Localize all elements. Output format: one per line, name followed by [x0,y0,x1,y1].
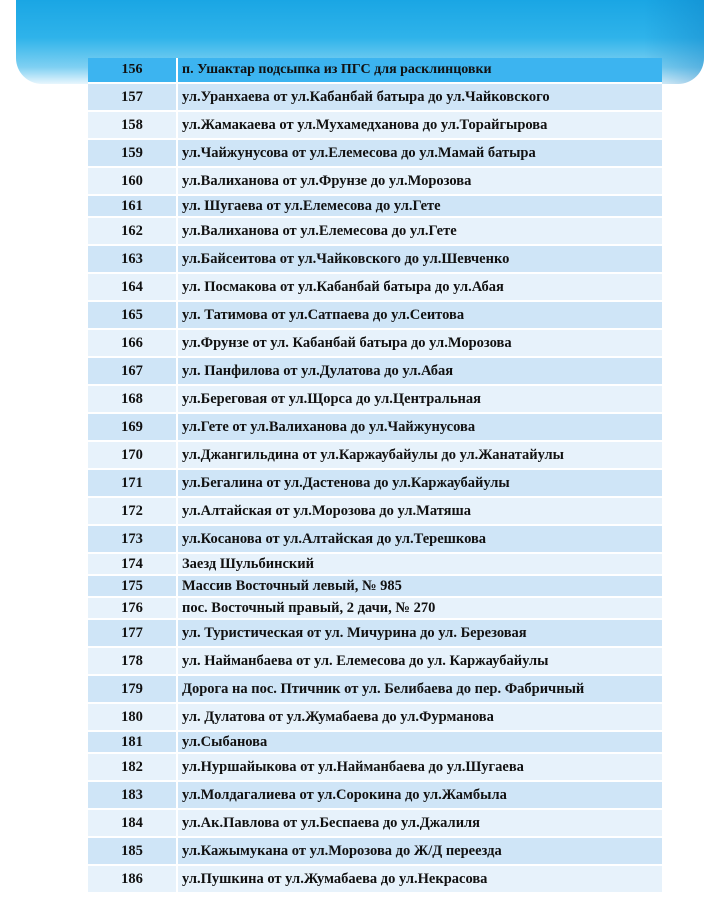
row-number: 179 [88,676,178,702]
table-row [88,112,662,140]
row-number: 168 [88,386,178,412]
table-row [88,782,662,810]
row-street: пос. Восточный правый, 2 дачи, № 270 [182,599,436,616]
table-row [88,648,662,676]
row-street: ул.Фрунзе от ул. Кабанбай батыра до ул.Морозова [182,334,512,351]
table-row [88,414,662,442]
row-number: 181 [88,732,178,752]
row-number: 178 [88,648,178,674]
row-street: ул. Найманбаева от ул. Елемесова до ул. Каржаубайулы [182,652,549,669]
table-row [88,246,662,274]
row-number: 165 [88,302,178,328]
row-number: 159 [88,140,178,166]
row-street: ул. Татимова от ул.Сатпаева до ул.Сеитова [182,306,465,323]
row-street: ул. Шугаева от ул.Елемесова до ул.Гете [182,197,441,214]
row-number: 186 [88,866,178,892]
table-row [88,470,662,498]
row-number: 158 [88,112,178,138]
row-street: ул.Джангильдина от ул.Каржаубайулы до ул.Жанатайулы [182,446,564,463]
row-number: 162 [88,218,178,244]
row-number: 183 [88,782,178,808]
row-street: Массив Восточный левый, № 985 [182,577,402,594]
row-street: ул.Косанова от ул.Алтайская до ул.Терешкова [182,530,487,547]
row-street: ул.Уранхаева от ул.Кабанбай батыра до ул.Чайковского [182,88,550,105]
row-street: ул.Жамакаева от ул.Мухамедханова до ул.Торайгырова [182,116,548,133]
table-row [88,196,662,218]
row-number: 180 [88,704,178,730]
table-row [88,732,662,754]
row-street: ул.Чайжунусова от ул.Елемесова до ул.Мамай батыра [182,144,536,161]
row-street: ул.Нуршайыкова от ул.Найманбаева до ул.Шугаева [182,758,524,775]
row-number: 170 [88,442,178,468]
row-street: ул. Туристическая от ул. Мичурина до ул. Березовая [182,624,527,641]
street-table [88,58,662,894]
table-row [88,274,662,302]
row-street: Заезд Шульбинский [182,555,314,572]
row-street: ул. Панфилова от ул.Дулатова до ул.Абая [182,362,454,379]
row-number: 157 [88,84,178,110]
table-row [88,442,662,470]
table-row [88,358,662,386]
row-number: 166 [88,330,178,356]
row-street: ул. Посмакова от ул.Кабанбай батыра до ул.Абая [182,278,504,295]
row-street: ул.Бегалина от ул.Дастенова до ул.Каржаубайулы [182,474,510,491]
table-row [88,838,662,866]
row-number: 177 [88,620,178,646]
row-number: 184 [88,810,178,836]
row-street: ул.Валиханова от ул.Фрунзе до ул.Морозова [182,172,472,189]
table-row [88,140,662,168]
row-street: ул.Валиханова от ул.Елемесова до ул.Гете [182,222,457,239]
row-street: ул.Береговая от ул.Щорса до ул.Центральная [182,390,481,407]
table-row [88,554,662,576]
table-row [88,526,662,554]
table-row [88,754,662,782]
row-street: п. Ушактар подсыпка из ПГС для расклинцовки [182,62,492,77]
table-row [88,598,662,620]
row-number: 163 [88,246,178,272]
table-row [88,218,662,246]
row-street: ул.Ак.Павлова от ул.Беспаева до ул.Джалиля [182,814,481,831]
table-row [88,620,662,648]
table-row [88,576,662,598]
row-street: ул.Байсеитова от ул.Чайковского до ул.Шевченко [182,250,510,267]
table-row [88,866,662,894]
row-street: ул.Алтайская от ул.Морозова до ул.Матяша [182,502,471,519]
row-number: 164 [88,274,178,300]
table-row [88,58,662,84]
row-number: 167 [88,358,178,384]
table-row [88,676,662,704]
row-number: 185 [88,838,178,864]
table-row [88,84,662,112]
row-number: 156 [88,58,178,82]
row-number: 174 [88,554,178,574]
row-number: 175 [88,576,178,596]
row-street: Дорога на пос. Птичник от ул. Белибаева до пер. Фабричный [182,680,585,697]
row-street: ул.Кажымукана от ул.Морозова до Ж/Д переезда [182,842,502,859]
table-row [88,302,662,330]
table-row [88,168,662,196]
row-street: ул. Дулатова от ул.Жумабаева до ул.Фурманова [182,708,494,725]
row-number: 173 [88,526,178,552]
row-number: 169 [88,414,178,440]
row-number: 182 [88,754,178,780]
row-street: ул.Пушкина от ул.Жумабаева до ул.Некрасова [182,870,488,887]
table-row [88,810,662,838]
row-street: ул.Молдагалиева от ул.Сорокина до ул.Жамбыла [182,786,507,803]
row-number: 161 [88,196,178,216]
row-street: ул.Гете от ул.Валиханова до ул.Чайжунусова [182,418,476,435]
row-number: 172 [88,498,178,524]
table-row [88,386,662,414]
table-row [88,498,662,526]
row-number: 176 [88,598,178,618]
row-number: 160 [88,168,178,194]
row-street: ул.Сыбанова [182,733,268,750]
table-row [88,704,662,732]
table-row [88,330,662,358]
row-number: 171 [88,470,178,496]
